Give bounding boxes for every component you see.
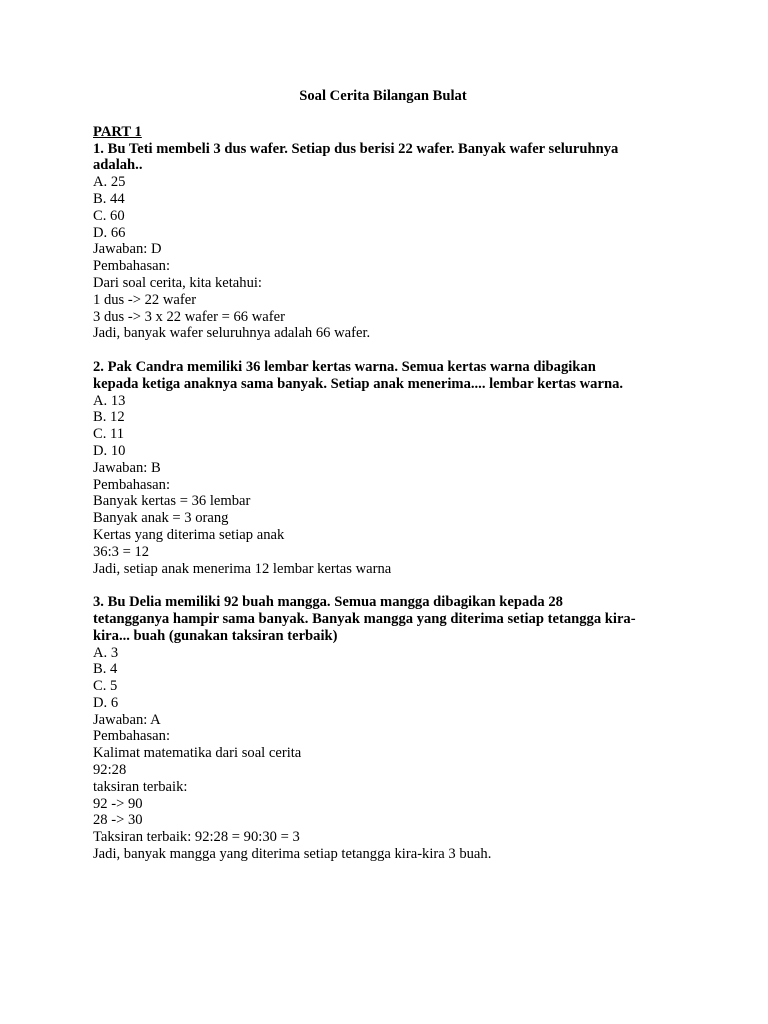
- explanation-line: Kertas yang diterima setiap anak: [93, 526, 285, 543]
- answer-option: B. 12: [93, 409, 125, 426]
- explanation-line: Banyak anak = 3 orang: [93, 510, 229, 527]
- answer-key: Jawaban: B: [93, 459, 161, 476]
- explanation-line: 3 dus -> 3 x 22 wafer = 66 wafer: [93, 308, 285, 325]
- explanation-line: Jadi, setiap anak menerima 12 lembar kertas warna: [93, 560, 392, 577]
- question-text: kepada ketiga anaknya sama banyak. Setiap anak menerima.... lembar kertas warna.: [93, 375, 624, 392]
- explanation-line: Jadi, banyak wafer seluruhnya adalah 66 wafer.: [93, 325, 371, 342]
- explanation-line: 36:3 = 12: [93, 543, 150, 560]
- explanation-line: Kalimat matematika dari soal cerita: [93, 745, 302, 762]
- answer-option: A. 3: [93, 644, 119, 661]
- answer-option: A. 13: [93, 392, 126, 409]
- answer-key: Jawaban: A: [93, 711, 161, 728]
- explanation-line: 92:28: [93, 762, 127, 779]
- question-text: adalah..: [93, 157, 143, 174]
- question-block: [93, 594, 693, 863]
- answer-option: B. 4: [93, 661, 118, 678]
- document-title: Soal Cerita Bilangan Bulat: [299, 88, 467, 104]
- answer-option: D. 10: [93, 442, 126, 459]
- explanation-label: Pembahasan:: [93, 258, 171, 275]
- answer-option: D. 6: [93, 694, 119, 711]
- answer-option: C. 5: [93, 678, 118, 695]
- answer-option: D. 66: [93, 224, 126, 241]
- question-text: kira... buah (gunakan taksiran terbaik): [93, 627, 338, 644]
- answer-option: A. 25: [93, 174, 126, 191]
- question-list: [93, 141, 693, 863]
- part-heading: PART 1: [93, 123, 142, 140]
- question-text: tetangganya hampir sama banyak. Banyak mangga yang diterima setiap tetangga kira-: [93, 610, 636, 627]
- question-text: 2. Pak Candra memiliki 36 lembar kertas warna. Semua kertas warna dibagikan: [93, 358, 596, 375]
- answer-option: C. 60: [93, 207, 125, 224]
- explanation-line: Banyak kertas = 36 lembar: [93, 493, 251, 510]
- explanation-label: Pembahasan:: [93, 476, 171, 493]
- explanation-label: Pembahasan:: [93, 728, 171, 745]
- explanation-line: Jadi, banyak mangga yang diterima setiap tetangga kira-kira 3 buah.: [93, 846, 492, 863]
- answer-option: C. 11: [93, 426, 125, 443]
- explanation-line: 92 -> 90: [93, 795, 143, 812]
- explanation-line: 28 -> 30: [93, 812, 143, 829]
- answer-key: Jawaban: D: [93, 241, 162, 258]
- explanation-line: Dari soal cerita, kita ketahui:: [93, 274, 262, 291]
- question-text: 1. Bu Teti membeli 3 dus wafer. Setiap dus berisi 22 wafer. Banyak wafer seluruhnya: [93, 140, 619, 157]
- document-page: [93, 88, 693, 863]
- explanation-line: Taksiran terbaik: 92:28 = 90:30 = 3: [93, 829, 300, 846]
- explanation-line: taksiran terbaik:: [93, 778, 188, 795]
- explanation-line: 1 dus -> 22 wafer: [93, 291, 197, 308]
- question-block: [93, 141, 693, 343]
- answer-option: B. 44: [93, 190, 125, 207]
- question-block: [93, 359, 693, 577]
- question-text: 3. Bu Delia memiliki 92 buah mangga. Semua mangga dibagikan kepada 28: [93, 594, 563, 611]
